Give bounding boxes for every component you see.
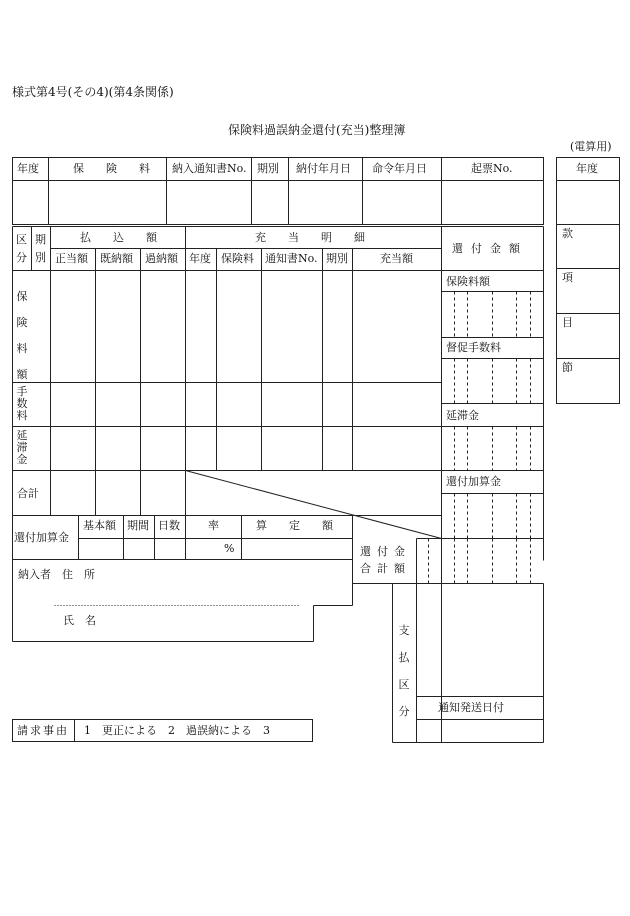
alloc-notice-no-header: 通知書No. [265,252,318,265]
payment-category-char-1: 支 [398,624,410,637]
payer-name-label: 氏 名 [63,614,96,627]
calc-note: (電算用) [570,140,612,153]
period-label-1: 期 [35,233,46,246]
row-premium-amount: 保険料額 [16,290,28,381]
row-total: 合計 [17,487,39,500]
category-label-2: 分 [16,251,27,264]
calc-base-amount: 基本額 [83,519,116,532]
overpaid-header: 過納額 [145,252,178,265]
claim-reason-options: 1 更正による 2 過誤納による 3 [84,724,270,737]
header-voucher-no: 起票No. [471,162,513,175]
calc-percent: % [224,542,235,555]
refund-amount-header: 還付金額 [452,242,528,255]
notice-date-label: 通知発送日付 [438,701,504,714]
calc-amount: 算定額 [256,519,355,532]
header-period: 期別 [257,162,279,175]
refund-addition: 還付加算金 [446,475,501,488]
refund-total-2: 合計額 [360,562,411,575]
alloc-year-header: 年度 [189,252,211,265]
side-kan: 款 [562,227,573,240]
row-refund-addition: 還付加算金 [14,531,69,544]
period-label-2: 別 [35,251,46,264]
side-moku: 目 [562,316,573,329]
side-kou: 項 [562,271,573,284]
refund-reminder-fee: 督促手数料 [446,341,501,354]
paid-amount-header: 払込額 [80,231,179,244]
payment-category-char-2: 払 [398,651,410,664]
header-year: 年度 [17,162,39,175]
header-premium: 保険料 [73,162,172,175]
claim-reason-label: 請求事由 [17,724,69,737]
payment-category-char-4: 分 [398,705,410,718]
payment-category [398,617,410,725]
alloc-premium-header: 保険料 [221,252,254,265]
refund-total-1: 還付金 [360,545,411,558]
side-setsu: 節 [562,361,573,374]
refund-late-fee: 延滞金 [446,409,479,422]
allocation-detail-header: 充当明細 [255,231,387,244]
already-paid-header: 既納額 [100,252,133,265]
header-notice-no: 納入通知書No. [172,162,247,175]
alloc-period-header: 期別 [326,252,348,265]
header-payment-date: 納付年月日 [296,162,351,175]
payer-address-label: 納入者 住 所 [18,568,95,581]
header-order-date: 命令年月日 [372,162,427,175]
row-fee: 手数料 [16,385,28,422]
row-late-fee: 延滞金 [16,429,28,466]
category-label-1: 区 [16,233,27,246]
payment-category-char-3: 区 [398,678,410,691]
refund-premium-amount: 保険料額 [446,275,490,288]
calc-rate: 率 [208,519,219,532]
form-number: 様式第4号(その4)(第4条関係) [12,85,174,99]
side-year: 年度 [576,162,598,175]
alloc-amount-header: 充当額 [380,252,413,265]
calc-duration: 期間 [127,519,149,532]
proper-amount-header: 正当額 [55,252,88,265]
calc-days: 日数 [158,519,180,532]
page-title: 保険料過誤納金還付(充当)整理簿 [228,123,406,137]
